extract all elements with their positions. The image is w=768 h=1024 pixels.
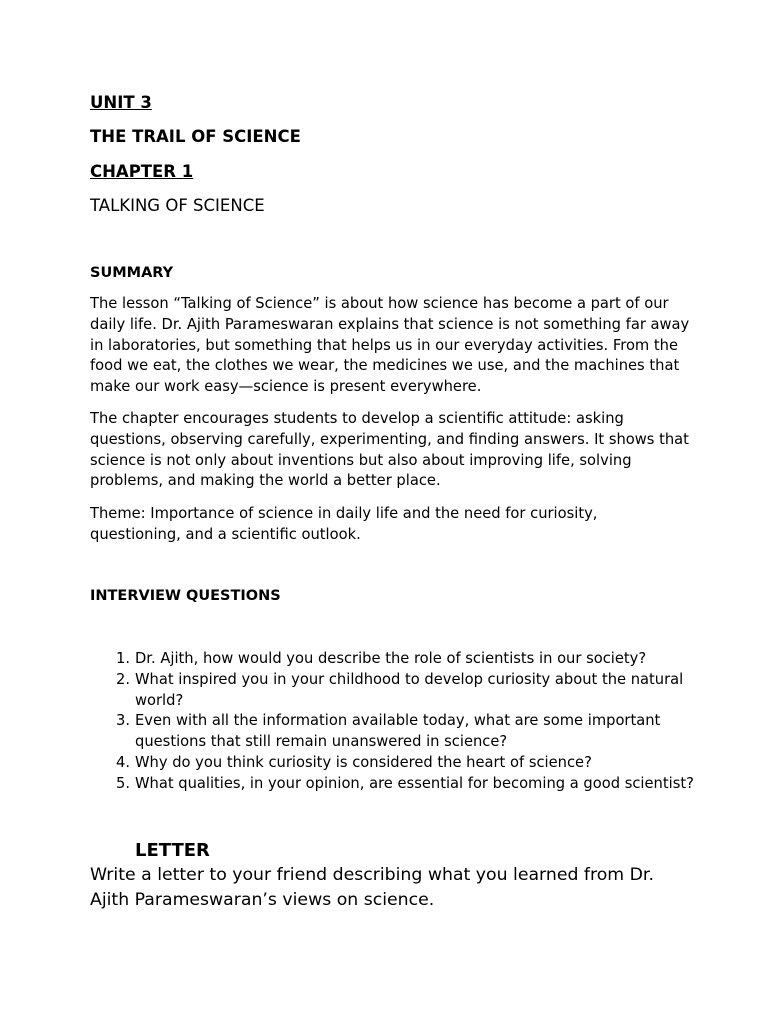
list-item [108, 649, 698, 670]
question-number: 2. [115, 670, 130, 688]
chapter-heading: CHAPTER 1 [90, 162, 194, 181]
question-text: Dr. Ajith, how would you describe the role of scientists in our society? [135, 650, 647, 667]
question-number: 4. [115, 753, 130, 771]
unit-heading: UNIT 3 [90, 93, 152, 112]
list-item [108, 774, 698, 795]
letter-prompt: Write a letter to your friend describing what you learned from Dr. Ajith Parameswaran’s views on science. [90, 865, 654, 910]
list-item [108, 753, 698, 774]
interview-heading: INTERVIEW QUESTIONS [90, 588, 281, 604]
unit-title: THE TRAIL OF SCIENCE [90, 127, 301, 146]
question-text: What qualities, in your opinion, are essential for becoming a good scientist? [135, 774, 694, 792]
interview-question-list [108, 649, 698, 795]
letter-heading: LETTER [135, 840, 210, 861]
question-number: 5. [115, 774, 130, 792]
summary-paragraph-2: The chapter encourages students to develop a scientific attitude: asking questions, observing carefully, experimenting, and finding answers. It shows that science is not only about inventions but also about improving life, solving problems, and making the world a better place. [90, 410, 689, 490]
question-text: What inspired you in your childhood to develop curiosity about the natural world? [135, 670, 684, 709]
chapter-title: TALKING OF SCIENCE [90, 196, 265, 215]
summary-paragraph-1: The lesson “Talking of Science” is about how science has become a part of our daily life. Dr. Ajith Parameswaran explains that science is not something far away in laboratories, but something that helps us in our everyday activities. From the food we eat, the clothes we wear, the medicines we use, and the machines that make our work easy—science is present everywhere. [90, 295, 690, 396]
summary-paragraph-3: Theme: Importance of science in daily life and the need for curiosity, questioning, and a scientific outlook. [90, 505, 598, 543]
list-item [108, 670, 698, 712]
question-number: 3. [115, 712, 130, 730]
list-item [108, 711, 698, 753]
question-text: Even with all the information available today, what are some important questions that still remain unanswered in science? [135, 712, 661, 751]
question-number: 1. [115, 650, 130, 667]
question-text: Why do you think curiosity is considered the heart of science? [135, 753, 592, 771]
summary-heading: SUMMARY [90, 265, 174, 281]
